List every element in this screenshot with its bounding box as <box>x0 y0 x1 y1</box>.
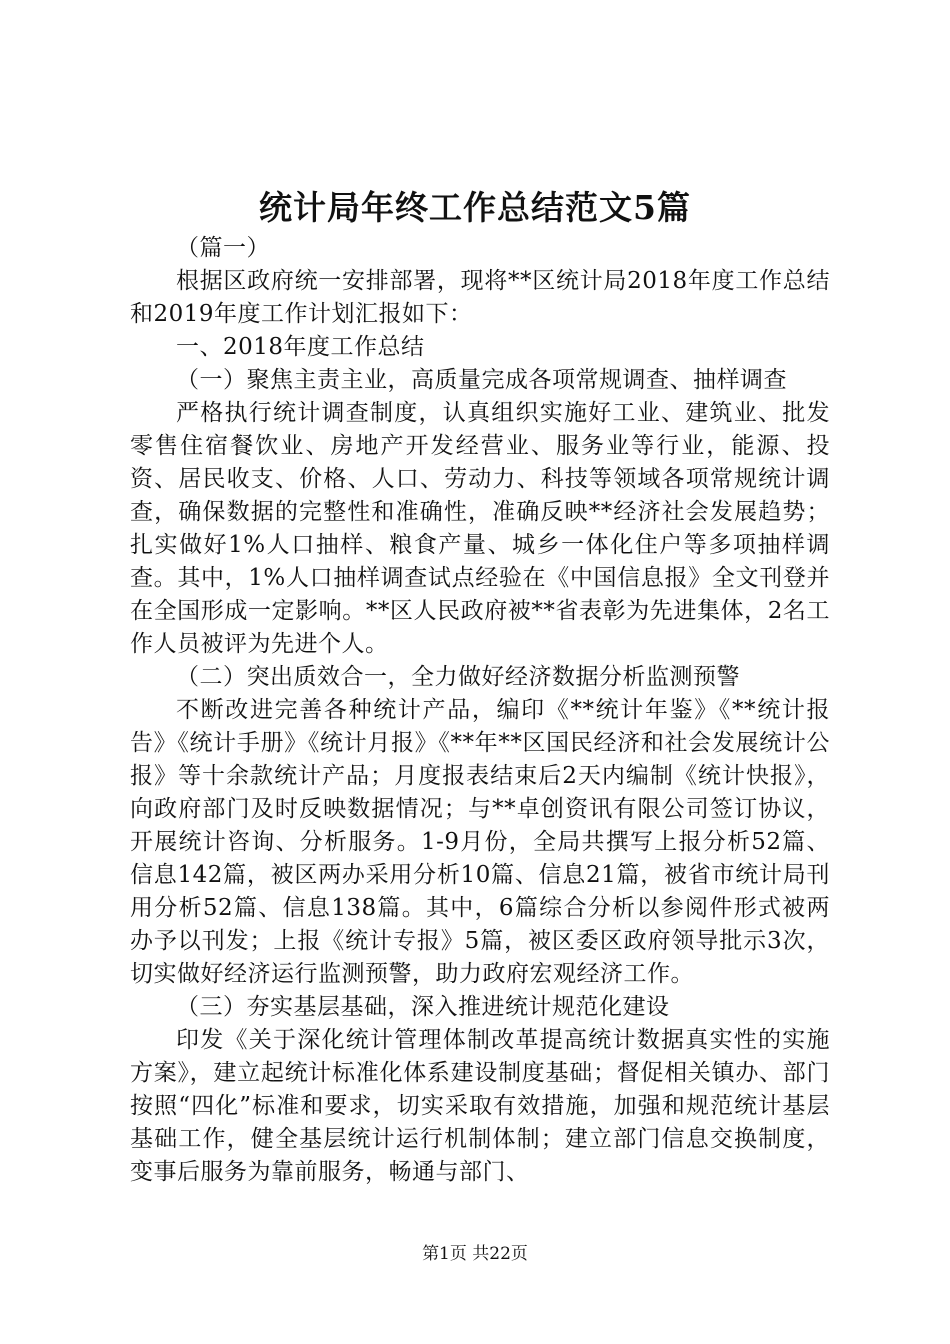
document-title: 统计局年终工作总结范文5篇 <box>259 188 691 227</box>
intro-paragraph: 根据区政府统一安排部署，现将**区统计局2018年度工作总结和2019年度工作计划汇报如下： <box>130 268 830 327</box>
subsection-heading-2: （二）突出质效合一，全力做好经济数据分析监测预警 <box>176 664 740 690</box>
body-paragraph-2: 不断改进完善各种统计产品，编印《**统计年鉴》《**统计报告》《统计手册》《统计月报》《**年**区国民经济和社会发展统计公报》等十余款统计产品；月度报表结束后2天内编制《统计快报》，向政府部门及时反映数据情况；与**卓创资讯有限公司签订协议，开展统计咨询、分析服务。1-9月份，全局共撰写上报分析52篇、信息142篇，被区两办采用分析10篇、信息21篇，被省市统计局刊用分析52篇、信息138篇。其中，6篇综合分析以参阅件形式被两办予以刊发；上报《统计专报》5篇，被区委区政府领导批示3次，切实做好经济运行监测预警，助力政府宏观经济工作。 <box>130 697 830 987</box>
body-paragraph-3: 印发《关于深化统计管理体制改革提高统计数据真实性的实施方案》，建立起统计标准化体系建设制度基础；督促相关镇办、部门按照“四化”标准和要求，切实采取有效措施，加强和规范统计基层基础工作，健全基层统计运行机制体制；建立部门信息交换制度，变事后服务为靠前服务，畅通与部门、 <box>130 1027 830 1185</box>
subsection-heading-3: （三）夯实基层基础，深入推进统计规范化建设 <box>176 994 670 1020</box>
body-paragraph-1: 严格执行统计调查制度，认真组织实施好工业、建筑业、批发零售住宿餐饮业、房地产开发经营业、服务业等行业，能源、投资、居民收支、价格、人口、劳动力、科技等领域各项常规统计调查，确保数据的完整性和准确性，准确反映**经济社会发展趋势；扎实做好1%人口抽样、粮食产量、城乡一体化住户等多项抽样调查。其中，1%人口抽样调查试点经验在《中国信息报》全文刊登并在全国形成一定影响。**区人民政府被**省表彰为先进集体，2名工作人员被评为先进个人。 <box>130 400 830 657</box>
page-number: 第1页 共22页 <box>422 1244 528 1264</box>
section-heading: 一、2018年度工作总结 <box>176 334 425 360</box>
section-label: （篇一） <box>176 235 270 261</box>
subsection-heading-1: （一）聚焦主责主业，高质量完成各项常规调查、抽样调查 <box>176 367 787 393</box>
document-body <box>130 232 830 1189</box>
